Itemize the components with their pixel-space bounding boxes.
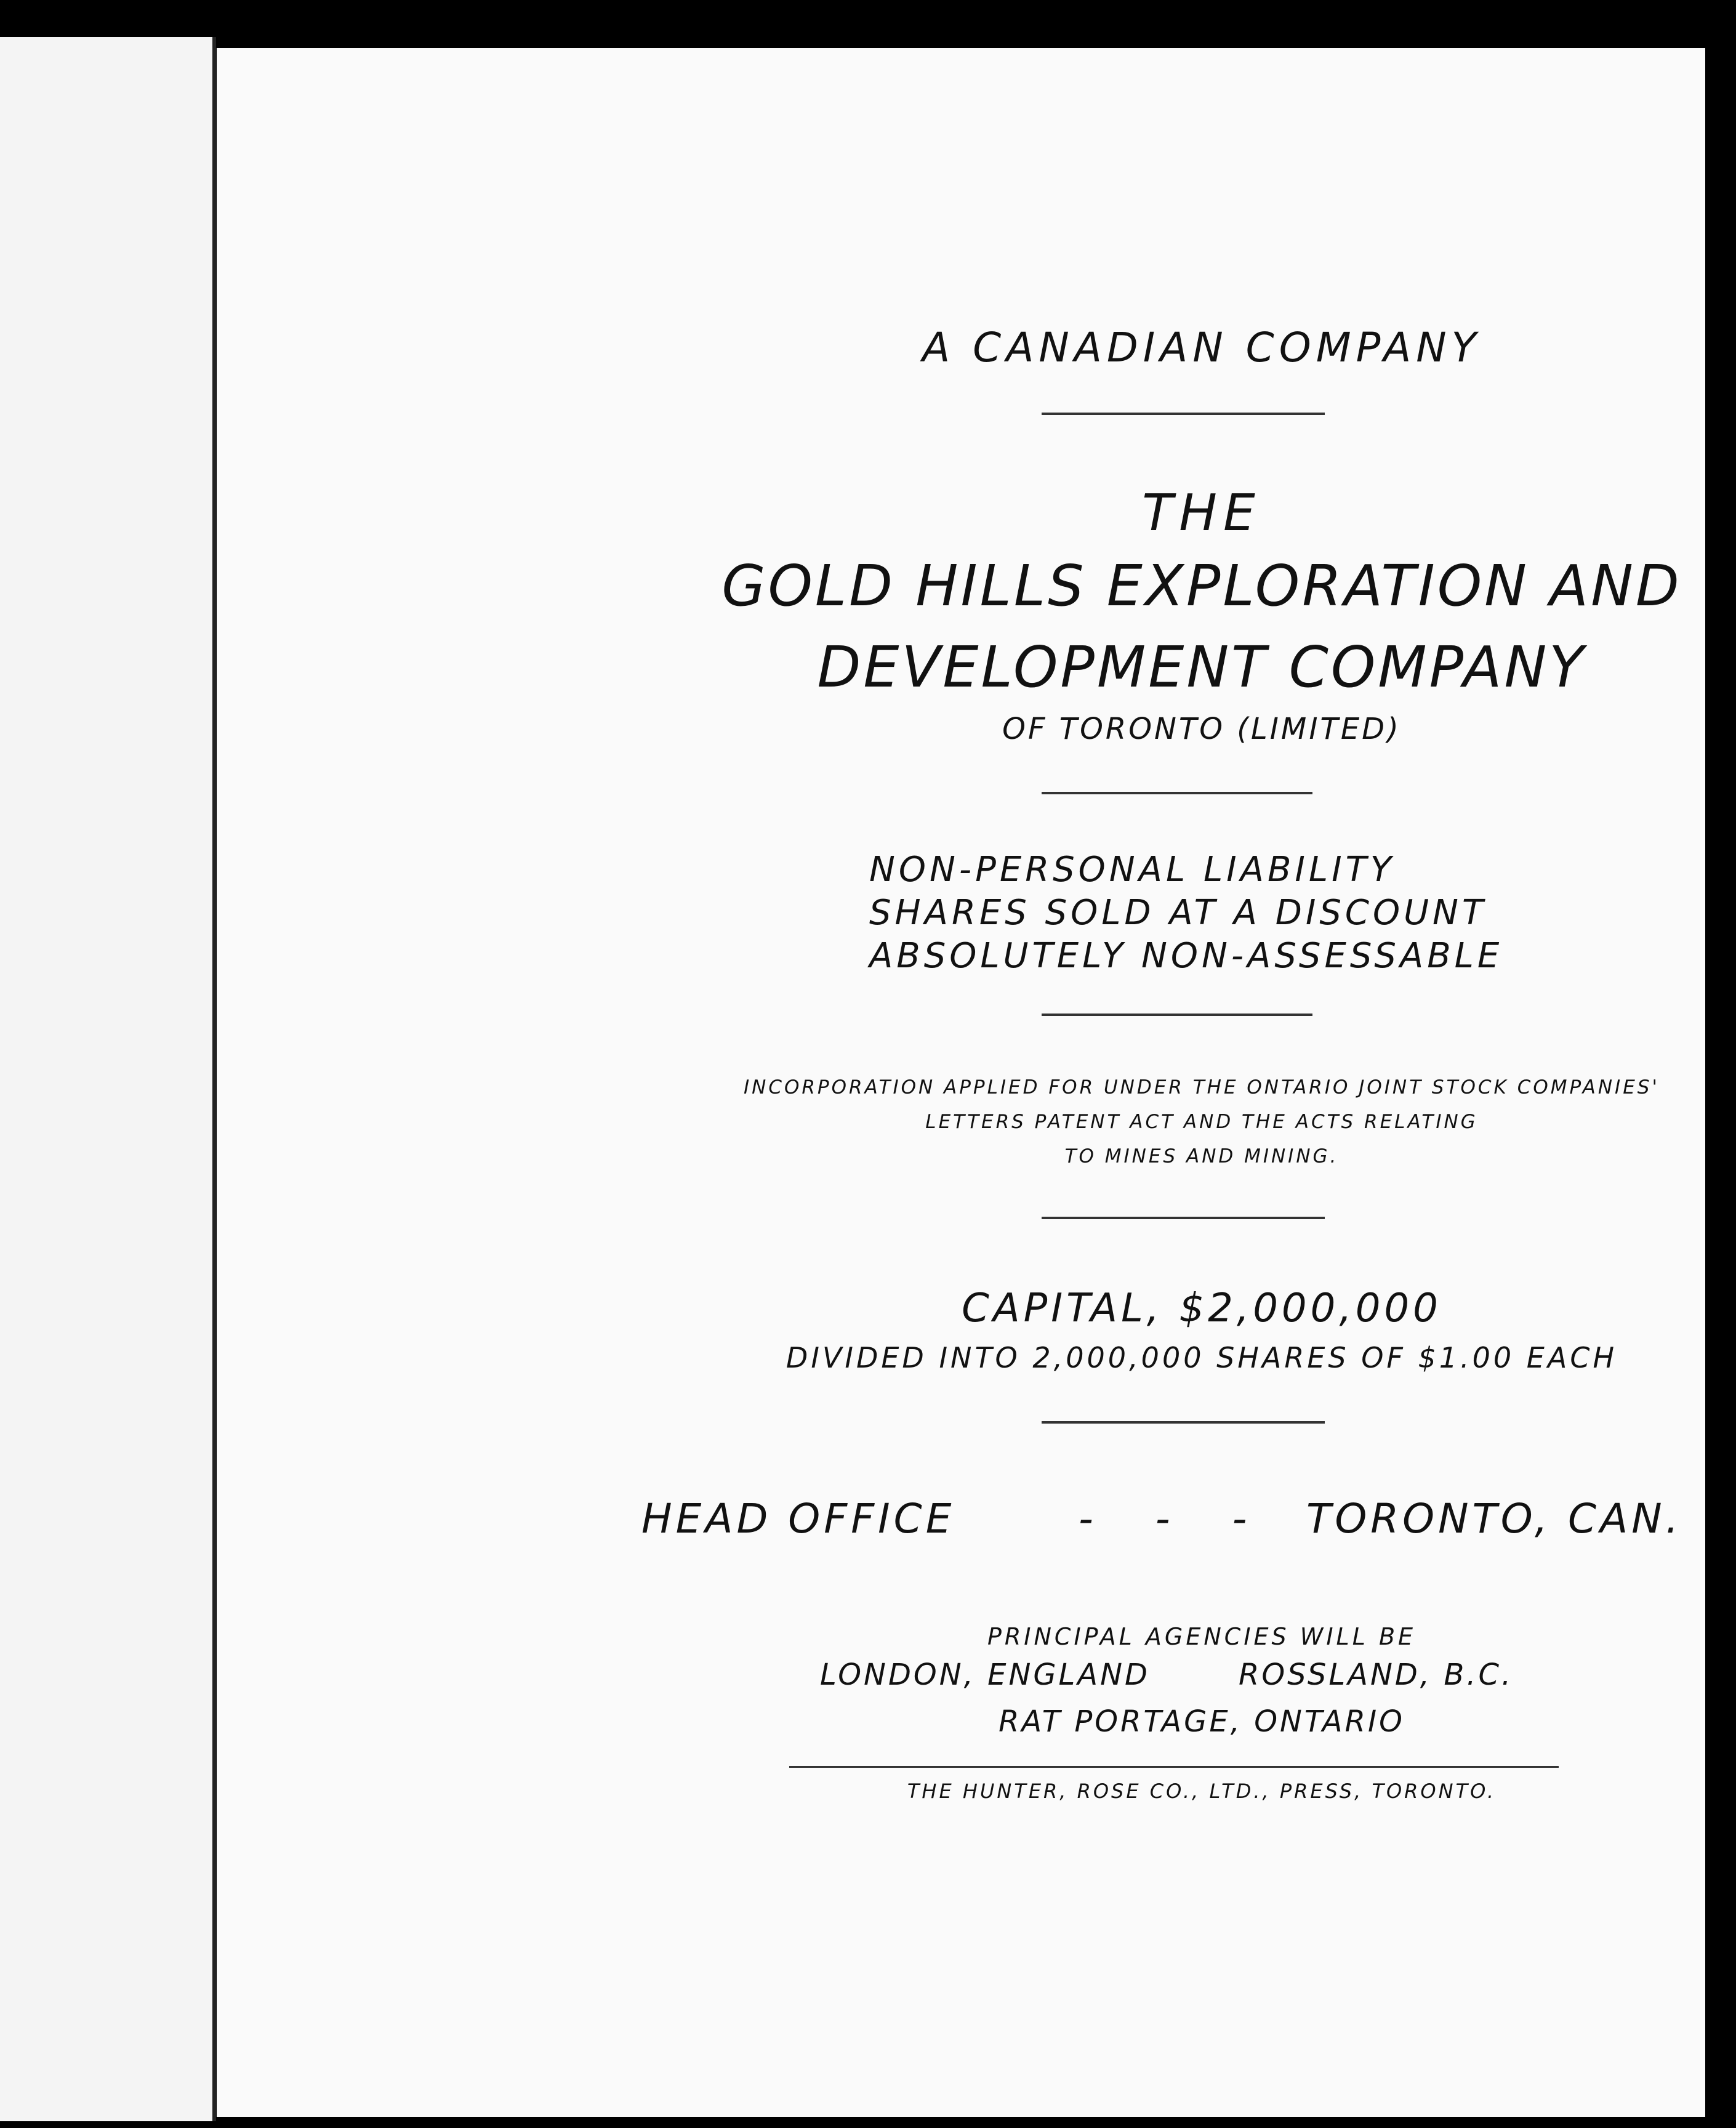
incorporation-line-1: INCORPORATION APPLIED FOR UNDER THE ONTARIO JOINT STOCK COMPANIES' (744, 1076, 1660, 1098)
left-page-edge (0, 37, 216, 2121)
incorporation-line-2: LETTERS PATENT ACT AND THE ACTS RELATING (925, 1111, 1478, 1133)
divider (1042, 1217, 1325, 1219)
right-page-edge (1705, 48, 1736, 2128)
head-office-dashes: - - - (1079, 1495, 1272, 1542)
agency-rat-portage: RAT PORTAGE, ONTARIO (999, 1704, 1405, 1739)
incorporation-line-3: TO MINES AND MINING. (1064, 1145, 1339, 1167)
head-office (524, 1495, 1736, 1557)
printer-divider (789, 1766, 1559, 1768)
agency-london: LONDON, ENGLAND (820, 1658, 1150, 1692)
head-office-location: TORONTO, CAN. (1306, 1495, 1682, 1542)
capital-shares: DIVIDED INTO 2,000,000 SHARES OF $1.00 EACH (786, 1341, 1618, 1374)
title-line-3: OF TORONTO (LIMITED) (1002, 712, 1401, 746)
divider (1042, 1014, 1312, 1016)
title-line-1: GOLD HILLS EXPLORATION AND (721, 553, 1682, 619)
divider (1042, 413, 1325, 415)
divider (1042, 792, 1312, 794)
agency-rossland: ROSSLAND, B.C. (1239, 1658, 1514, 1692)
agencies-row (524, 1658, 1736, 1701)
capital-amount: CAPITAL, $2,000,000 (962, 1286, 1442, 1331)
feature-item: ABSOLUTELY NON-ASSESSABLE (869, 936, 1503, 976)
title-the: THE (1142, 484, 1261, 542)
feature-item: SHARES SOLD AT A DISCOUNT (869, 893, 1487, 933)
country-line: A CANADIAN COMPANY (922, 324, 1481, 371)
features-list (869, 848, 1731, 978)
title-page (217, 48, 1705, 2117)
printer-imprint: THE HUNTER, ROSE CO., LTD., PRESS, TORONTO. (907, 1779, 1497, 1803)
divider (1042, 1421, 1325, 1424)
agencies-heading: PRINCIPAL AGENCIES WILL BE (987, 1623, 1417, 1650)
feature-item: NON-PERSONAL LIABILITY (869, 850, 1396, 890)
head-office-label: HEAD OFFICE (641, 1495, 955, 1542)
title-line-2: DEVELOPMENT COMPANY (817, 634, 1586, 700)
